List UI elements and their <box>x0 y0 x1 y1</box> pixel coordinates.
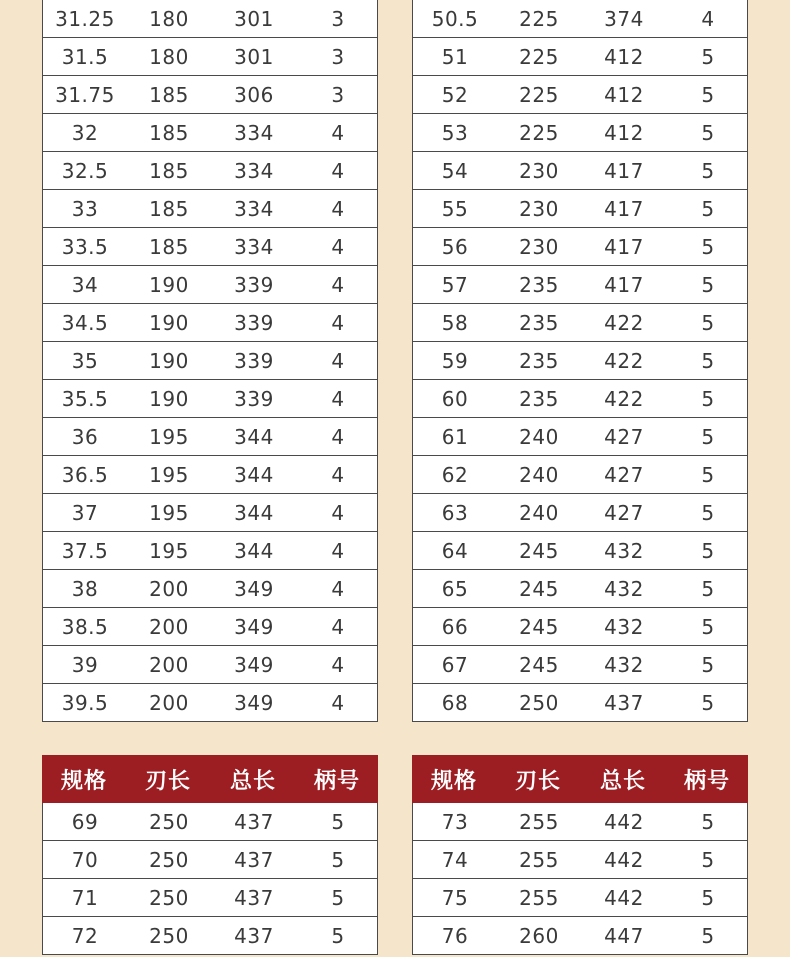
cell-handle-number: 5 <box>701 538 715 563</box>
table-row <box>413 342 747 380</box>
cell-handle-number: 5 <box>701 272 715 297</box>
cell-blade-length: 255 <box>519 885 559 910</box>
cell-handle-number: 4 <box>331 196 345 221</box>
cell-spec: 34 <box>71 272 99 297</box>
cell-blade-length: 200 <box>149 614 189 639</box>
table-row <box>43 228 377 266</box>
cell-spec: 65 <box>441 576 469 601</box>
cell-blade-length: 200 <box>149 652 189 677</box>
cell-total-length: 349 <box>234 614 274 639</box>
cell-blade-length: 250 <box>149 923 189 948</box>
cell-blade-length: 240 <box>519 462 559 487</box>
cell-handle-number: 4 <box>331 424 345 449</box>
cell-handle-number: 4 <box>331 310 345 335</box>
cell-blade-length: 190 <box>149 386 189 411</box>
table-row <box>413 418 747 456</box>
table-row <box>413 380 747 418</box>
cell-blade-length: 185 <box>149 158 189 183</box>
cell-blade-length: 185 <box>149 82 189 107</box>
table-row <box>43 532 377 570</box>
cell-total-length: 334 <box>234 120 274 145</box>
cell-spec: 33 <box>71 196 99 221</box>
cell-spec: 39.5 <box>61 690 109 715</box>
cell-spec: 60 <box>441 386 469 411</box>
cell-spec: 59 <box>441 348 469 373</box>
cell-handle-number: 4 <box>331 120 345 145</box>
table-row <box>413 646 747 684</box>
cell-total-length: 349 <box>234 652 274 677</box>
cell-handle-number: 4 <box>331 158 345 183</box>
cell-handle-number: 4 <box>331 386 345 411</box>
table-row <box>43 570 377 608</box>
cell-handle-number: 5 <box>701 348 715 373</box>
table-row <box>413 0 747 38</box>
cell-total-length: 374 <box>604 6 644 31</box>
cell-total-length: 344 <box>234 462 274 487</box>
cell-handle-number: 4 <box>701 6 715 31</box>
cell-blade-length: 185 <box>149 196 189 221</box>
table-row <box>43 190 377 228</box>
cell-spec: 36.5 <box>61 462 109 487</box>
cell-blade-length: 245 <box>519 652 559 677</box>
table-row <box>43 266 377 304</box>
cell-handle-number: 3 <box>331 6 345 31</box>
table-row <box>413 841 747 879</box>
cell-blade-length: 240 <box>519 500 559 525</box>
cell-spec: 35.5 <box>61 386 109 411</box>
cell-handle-number: 5 <box>701 196 715 221</box>
cell-blade-length: 225 <box>519 6 559 31</box>
cell-handle-number: 5 <box>701 234 715 259</box>
table-row <box>413 456 747 494</box>
cell-handle-number: 4 <box>331 576 345 601</box>
table-body <box>413 0 747 722</box>
cell-handle-number: 5 <box>701 120 715 145</box>
cell-total-length: 344 <box>234 500 274 525</box>
table-body <box>43 0 377 722</box>
cell-handle-number: 5 <box>701 82 715 107</box>
table-row <box>43 879 377 917</box>
cell-spec: 54 <box>441 158 469 183</box>
table-row <box>413 190 747 228</box>
header-total-length: 总长 <box>229 768 276 794</box>
header-total-length: 总长 <box>599 768 646 794</box>
table-row <box>43 684 377 722</box>
cell-spec: 61 <box>441 424 469 449</box>
cell-handle-number: 5 <box>701 310 715 335</box>
cell-spec: 52 <box>441 82 469 107</box>
cell-spec: 58 <box>441 310 469 335</box>
table-row <box>413 532 747 570</box>
table-row <box>413 266 747 304</box>
cell-handle-number: 4 <box>331 500 345 525</box>
cell-spec: 67 <box>441 652 469 677</box>
cell-blade-length: 225 <box>519 120 559 145</box>
cell-total-length: 437 <box>234 847 274 872</box>
table-row <box>413 684 747 722</box>
cell-spec: 38.5 <box>61 614 109 639</box>
cell-total-length: 417 <box>604 272 644 297</box>
cell-total-length: 422 <box>604 310 644 335</box>
cell-total-length: 412 <box>604 82 644 107</box>
cell-blade-length: 245 <box>519 614 559 639</box>
cell-spec: 62 <box>441 462 469 487</box>
cell-spec: 68 <box>441 690 469 715</box>
cell-spec: 31.75 <box>55 82 115 107</box>
table-row <box>413 879 747 917</box>
cell-handle-number: 4 <box>331 462 345 487</box>
cell-handle-number: 5 <box>701 158 715 183</box>
table-row <box>43 917 377 955</box>
cell-blade-length: 180 <box>149 6 189 31</box>
cell-handle-number: 5 <box>701 576 715 601</box>
cell-spec: 57 <box>441 272 469 297</box>
cell-blade-length: 190 <box>149 272 189 297</box>
header-spec: 规格 <box>60 768 107 794</box>
cell-total-length: 447 <box>604 923 644 948</box>
cell-spec: 76 <box>441 923 469 948</box>
cell-total-length: 349 <box>234 690 274 715</box>
cell-blade-length: 230 <box>519 196 559 221</box>
table-row <box>413 114 747 152</box>
cell-total-length: 432 <box>604 538 644 563</box>
table-row <box>43 114 377 152</box>
cell-total-length: 422 <box>604 348 644 373</box>
cell-handle-number: 5 <box>701 847 715 872</box>
table-header <box>42 755 378 803</box>
cell-handle-number: 5 <box>701 614 715 639</box>
cell-total-length: 417 <box>604 196 644 221</box>
cell-total-length: 412 <box>604 120 644 145</box>
cell-spec: 71 <box>71 885 99 910</box>
cell-handle-number: 5 <box>701 652 715 677</box>
cell-blade-length: 195 <box>149 500 189 525</box>
cell-handle-number: 5 <box>701 923 715 948</box>
cell-spec: 74 <box>441 847 469 872</box>
cell-total-length: 442 <box>604 885 644 910</box>
cell-handle-number: 4 <box>331 690 345 715</box>
cell-total-length: 349 <box>234 576 274 601</box>
cell-total-length: 334 <box>234 158 274 183</box>
table-header <box>412 755 748 803</box>
cell-spec: 72 <box>71 923 99 948</box>
cell-blade-length: 235 <box>519 386 559 411</box>
cell-total-length: 437 <box>234 923 274 948</box>
cell-blade-length: 235 <box>519 348 559 373</box>
cell-total-length: 432 <box>604 614 644 639</box>
cell-total-length: 422 <box>604 386 644 411</box>
cell-total-length: 442 <box>604 809 644 834</box>
cell-blade-length: 195 <box>149 424 189 449</box>
cell-spec: 69 <box>71 809 99 834</box>
table-row <box>43 342 377 380</box>
cell-blade-length: 250 <box>149 809 189 834</box>
cell-spec: 36 <box>71 424 99 449</box>
cell-total-length: 417 <box>604 158 644 183</box>
table-row <box>43 646 377 684</box>
cell-blade-length: 195 <box>149 462 189 487</box>
cell-total-length: 442 <box>604 847 644 872</box>
cell-blade-length: 230 <box>519 234 559 259</box>
cell-blade-length: 185 <box>149 120 189 145</box>
table-row <box>413 228 747 266</box>
cell-blade-length: 180 <box>149 44 189 69</box>
cell-blade-length: 190 <box>149 310 189 335</box>
cell-total-length: 339 <box>234 386 274 411</box>
cell-total-length: 339 <box>234 348 274 373</box>
cell-spec: 32 <box>71 120 99 145</box>
cell-spec: 56 <box>441 234 469 259</box>
cell-spec: 53 <box>441 120 469 145</box>
cell-handle-number: 5 <box>331 847 345 872</box>
cell-handle-number: 5 <box>701 424 715 449</box>
table-row <box>413 608 747 646</box>
table-row <box>413 152 747 190</box>
cell-total-length: 334 <box>234 234 274 259</box>
cell-blade-length: 255 <box>519 847 559 872</box>
cell-spec: 35 <box>71 348 99 373</box>
cell-total-length: 334 <box>234 196 274 221</box>
table-row <box>413 570 747 608</box>
table-row <box>413 803 747 841</box>
cell-blade-length: 255 <box>519 809 559 834</box>
cell-total-length: 344 <box>234 538 274 563</box>
cell-handle-number: 5 <box>701 386 715 411</box>
cell-total-length: 301 <box>234 44 274 69</box>
table-row <box>413 494 747 532</box>
cell-spec: 37 <box>71 500 99 525</box>
header-blade-length: 刃长 <box>144 768 191 794</box>
table-row <box>43 0 377 38</box>
cell-total-length: 437 <box>234 885 274 910</box>
cell-spec: 55 <box>441 196 469 221</box>
cell-blade-length: 260 <box>519 923 559 948</box>
cell-spec: 31.25 <box>55 6 115 31</box>
cell-handle-number: 5 <box>701 44 715 69</box>
cell-total-length: 432 <box>604 652 644 677</box>
table-row <box>43 418 377 456</box>
header-handle-number: 柄号 <box>683 768 730 794</box>
cell-total-length: 339 <box>234 310 274 335</box>
cell-blade-length: 190 <box>149 348 189 373</box>
cell-blade-length: 250 <box>149 885 189 910</box>
cell-total-length: 432 <box>604 576 644 601</box>
cell-total-length: 301 <box>234 6 274 31</box>
cell-total-length: 427 <box>604 500 644 525</box>
header-blade-length: 刃长 <box>514 768 561 794</box>
table-row <box>43 152 377 190</box>
cell-blade-length: 235 <box>519 310 559 335</box>
cell-blade-length: 200 <box>149 690 189 715</box>
table-row <box>43 304 377 342</box>
table-body <box>412 803 748 955</box>
cell-total-length: 344 <box>234 424 274 449</box>
header-handle-number: 柄号 <box>313 768 360 794</box>
cell-total-length: 427 <box>604 462 644 487</box>
cell-handle-number: 4 <box>331 272 345 297</box>
cell-total-length: 412 <box>604 44 644 69</box>
cell-handle-number: 3 <box>331 82 345 107</box>
spec-table-top-right <box>412 0 748 722</box>
cell-spec: 50.5 <box>431 6 479 31</box>
cell-spec: 39 <box>71 652 99 677</box>
cell-handle-number: 4 <box>331 614 345 639</box>
cell-handle-number: 5 <box>701 885 715 910</box>
cell-blade-length: 225 <box>519 44 559 69</box>
cell-handle-number: 4 <box>331 538 345 563</box>
spec-table-top-left <box>42 0 378 722</box>
cell-spec: 38 <box>71 576 99 601</box>
cell-handle-number: 4 <box>331 652 345 677</box>
table-row <box>43 76 377 114</box>
cell-spec: 63 <box>441 500 469 525</box>
table-row <box>43 494 377 532</box>
cell-total-length: 306 <box>234 82 274 107</box>
cell-blade-length: 185 <box>149 234 189 259</box>
header-spec: 规格 <box>430 768 477 794</box>
table-row <box>413 38 747 76</box>
cell-total-length: 427 <box>604 424 644 449</box>
cell-spec: 31.5 <box>61 44 109 69</box>
spec-table-bottom-right <box>412 755 748 955</box>
cell-blade-length: 195 <box>149 538 189 563</box>
cell-total-length: 437 <box>604 690 644 715</box>
table-row <box>413 917 747 955</box>
table-row <box>43 608 377 646</box>
cell-handle-number: 4 <box>331 234 345 259</box>
cell-handle-number: 5 <box>331 923 345 948</box>
cell-spec: 34.5 <box>61 310 109 335</box>
cell-blade-length: 250 <box>519 690 559 715</box>
cell-blade-length: 245 <box>519 576 559 601</box>
cell-blade-length: 250 <box>149 847 189 872</box>
cell-spec: 37.5 <box>61 538 109 563</box>
cell-blade-length: 225 <box>519 82 559 107</box>
cell-total-length: 417 <box>604 234 644 259</box>
table-row <box>413 304 747 342</box>
table-row <box>43 380 377 418</box>
cell-blade-length: 240 <box>519 424 559 449</box>
cell-handle-number: 5 <box>701 462 715 487</box>
cell-total-length: 437 <box>234 809 274 834</box>
cell-spec: 33.5 <box>61 234 109 259</box>
cell-handle-number: 4 <box>331 348 345 373</box>
cell-spec: 51 <box>441 44 469 69</box>
cell-spec: 32.5 <box>61 158 109 183</box>
cell-handle-number: 3 <box>331 44 345 69</box>
cell-handle-number: 5 <box>331 885 345 910</box>
cell-spec: 70 <box>71 847 99 872</box>
spec-table-bottom-left <box>42 755 378 955</box>
table-row <box>43 803 377 841</box>
cell-spec: 66 <box>441 614 469 639</box>
cell-handle-number: 5 <box>701 809 715 834</box>
cell-total-length: 339 <box>234 272 274 297</box>
cell-blade-length: 235 <box>519 272 559 297</box>
cell-spec: 75 <box>441 885 469 910</box>
table-row <box>43 38 377 76</box>
cell-blade-length: 245 <box>519 538 559 563</box>
cell-spec: 64 <box>441 538 469 563</box>
cell-blade-length: 200 <box>149 576 189 601</box>
cell-handle-number: 5 <box>331 809 345 834</box>
table-row <box>43 841 377 879</box>
cell-spec: 73 <box>441 809 469 834</box>
cell-handle-number: 5 <box>701 500 715 525</box>
table-row <box>43 456 377 494</box>
cell-handle-number: 5 <box>701 690 715 715</box>
table-row <box>413 76 747 114</box>
table-body <box>42 803 378 955</box>
cell-blade-length: 230 <box>519 158 559 183</box>
